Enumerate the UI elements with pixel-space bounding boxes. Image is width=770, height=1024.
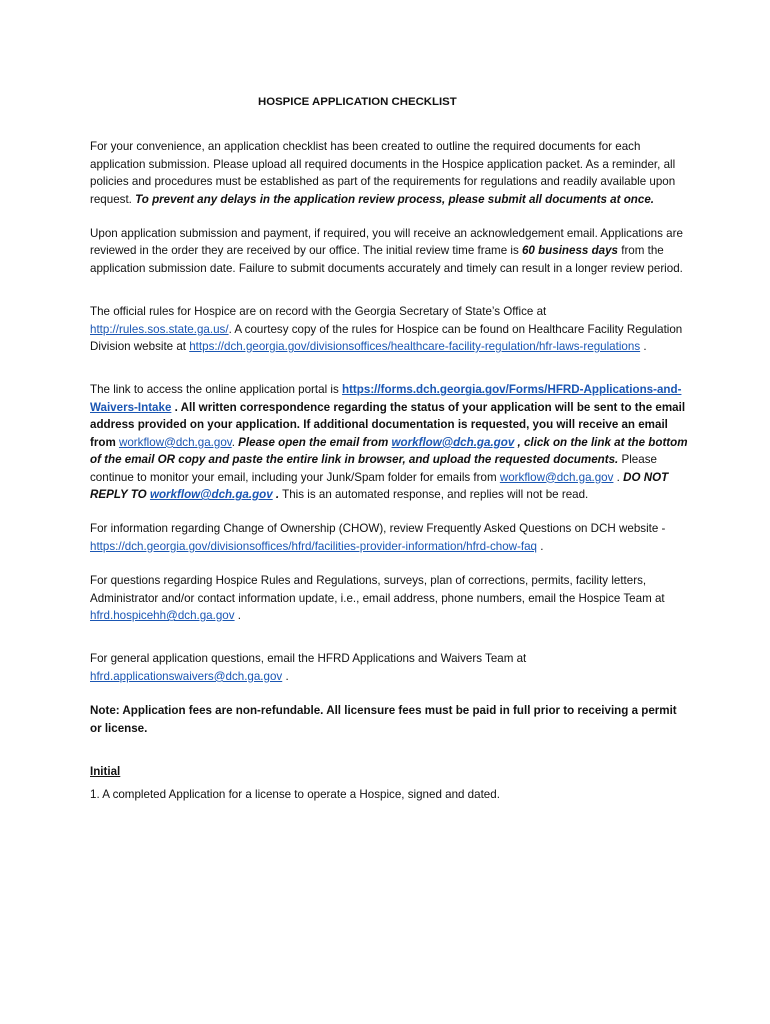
rules-text-b: . A courtesy copy of the rules for Hospice can be found on Healthcare Facility Regulation Division website at [90, 322, 683, 354]
waivers-text-b: . [282, 669, 289, 683]
intro-emphasis: To prevent any delays in the application review process, please submit all documents at once. [135, 192, 654, 206]
section-heading-initial: Initial [90, 764, 121, 778]
portal-text-e: . [613, 470, 624, 484]
portal-link[interactable]: https://forms.dch.georgia.gov/Forms/HFRD-Applications-and-Waivers-Intake [90, 383, 682, 414]
portal-text-a: The link to access the online application portal is [90, 383, 342, 397]
portal-emphasis-c: DO NOT REPLY TO [90, 470, 669, 501]
portal-text-f: This is an automated response, and replies will not be read. [279, 487, 589, 501]
portal-emphasis-a: Please open the email from [238, 435, 392, 449]
intro-paragraph [90, 138, 690, 208]
workflow-link-2[interactable]: workflow@dch.ga.gov [391, 435, 515, 449]
hospice-team-paragraph [90, 572, 690, 624]
rules-text-a: The official rules for Hospice are on record with the Georgia Secretary of State’s Office at [90, 305, 547, 319]
portal-emphasis-d: . [272, 487, 280, 501]
review-text-a: Upon application submission and payment, if required, you will receive an acknowledgement email. Applications are reviewed in the order they are received by our office. The initial review time frame is [90, 227, 683, 258]
portal-text-b: . All written correspondence regarding the status of your application will be sent to the email address provided on your application. If additional documentation is requested, you will receive an email from [90, 400, 686, 449]
chow-faq-link[interactable]: https://dch.georgia.gov/divisionsoffices/hfrd/facilities-provider-information/hfrd-chow-faq [90, 539, 537, 553]
waivers-email-link[interactable]: hfrd.applicationswaivers@dch.ga.gov [90, 669, 283, 683]
chow-text-b: . [537, 539, 544, 553]
chow-text-a: For information regarding Change of Ownership (CHOW), review Frequently Asked Questions on DCH website - [90, 522, 666, 536]
workflow-link-4[interactable]: workflow@dch.ga.gov [149, 487, 273, 501]
review-paragraph [90, 225, 690, 277]
dch-laws-link[interactable]: https://dch.georgia.gov/divisionsoffices/healthcare-facility-regulation/hfr-laws-regulations [189, 340, 641, 354]
workflow-link-1[interactable]: workflow@dch.ga.gov [118, 435, 232, 449]
hospice-team-text-a: For questions regarding Hospice Rules and Regulations, surveys, plan of corrections, permits, facility letters, Administrator and/or contact information update, i.e., email address, phone numbers, email the Hospice Team at [90, 574, 665, 605]
chow-paragraph [90, 520, 690, 555]
workflow-link-3[interactable]: workflow@dch.ga.gov [499, 470, 614, 484]
fees-note: Note: Application fees are non-refundable. All licensure fees must be paid in full prior to receiving a permit or license. [90, 704, 677, 735]
waivers-paragraph [90, 650, 690, 685]
document-page [90, 94, 690, 804]
page-title: HOSPICE APPLICATION CHECKLIST [258, 96, 457, 108]
hospice-team-email-link[interactable]: hfrd.hospicehh@dch.ga.gov [90, 608, 235, 622]
hospice-team-text-b: . [234, 608, 242, 622]
rules-paragraph [90, 303, 690, 355]
review-text-b: from the application submission date. Failure to submit documents accurately and timely can result in a longer review period. [90, 244, 683, 275]
review-emphasis: 60 business days [521, 244, 618, 258]
portal-emphasis-b: , click on the link at the bottom of the email OR copy and paste the entire link in browser, and upload the requested documents. [90, 435, 688, 467]
checklist-item: 1. A completed Application for a license to operate a Hospice, signed and dated. [90, 788, 500, 802]
portal-paragraph [90, 381, 690, 503]
portal-text-d: Please continue to monitor your email, including your Junk/Spam folder for emails from [90, 453, 657, 484]
rules-text-c: . [640, 340, 647, 354]
portal-text-c: . [231, 435, 239, 449]
intro-text: For your convenience, an application checklist has been created to outline the required documents for each application submission. Please upload all required documents in the Hospice application packet. As a reminder, all policies and procedures must be established as part of the requirements for regulations and readily available upon request. [90, 140, 676, 206]
rules-link[interactable]: http://rules.sos.state.ga.us/ [90, 322, 229, 336]
waivers-text-a: For general application questions, email the HFRD Applications and Waivers Team at [90, 652, 527, 666]
